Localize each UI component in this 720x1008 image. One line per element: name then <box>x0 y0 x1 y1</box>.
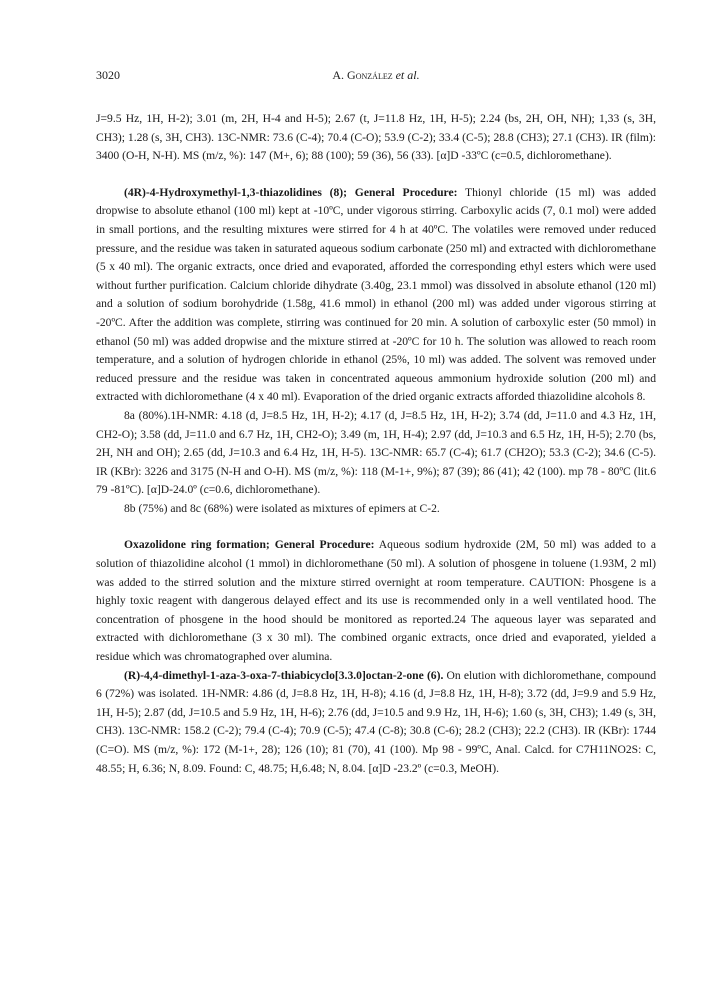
procedure-heading: (4R)-4-Hydroxymethyl-1,3-thiazolidines (8); General Procedure: <box>124 185 458 199</box>
procedure-text: Thionyl chloride (15 ml) was added dropwise to absolute ethanol (100 ml) kept at -10ºC, under vigorous stirring. Carboxylic acids (7, 0.1 mol) were added in small portions, and the resulting mixtures were stirred for 4 h at 40ºC. The volatiles were removed under reduced pressure, and the residue was taken in saturated aqueous sodium carbonate (250 ml) and extracted with dichloromethane (5 x 40 ml). The organic extracts, once dried and evaporated, afforded the corresponding ethyl esters which were used without further purification. Calcium chloride dihydrate (3.40g, 23.1 mmol) was dissolved in absolute ethanol (120 ml) and a solution of sodium borohydride (1.58g, 41.6 mmol) in ethanol (200 ml) was added under vigorous stirring at -20ºC. After the addition was complete, stirring was continued for 20 min. A solution of carboxylic ester (50 mmol) in ethanol (50 ml) was added dropwise and the mixture stirred at -20ºC for 10 h. The solution was allowed to reach room temperature, and a solution of hydrogen chloride in ethanol (25%, 10 ml) was added. The solvent was removed under reduced pressure and the residue was taken in concentrated aqueous ammonium hydroxide solution (200 ml) and extracted with dichloromethane (4 x 40 ml). Evaporation of the dried organic extracts afforded thiazolidine alcohols 8. <box>96 185 656 404</box>
paragraph-compound-6 <box>96 667 656 779</box>
compound-text: On elution with dichloromethane, compound 6 (72%) was isolated. 1H-NMR: 4.86 (d, J=8.8 Hz, 1H, H-8); 4.16 (d, J=8.8 Hz, 1H, H-8); 3.72 (dd, J=9.9 and 5.9 Hz, 1H, H-5); 2.87 (dd, J=10.5 and 5.9 Hz, 1H, H-6); 2.76 (dd, J=10.5 and 9.9 Hz, 1H, H-6); 1.60 (s, 3H, CH3); 1.49 (s, 3H, CH3). 13C-NMR: 158.2 (C-2); 79.4 (C-4); 70.9 (C-5); 47.4 (C-8); 30.8 (C-6); 28.2 (CH3); 22.2 (CH3). IR (KBr): 1744 (C=O). MS (m/z, %): 172 (M-1+, 28); 126 (10); 81 (70), 41 (100). Mp 98 - 99ºC, Anal. Calcd. for C7H11NO2S: C, 48.55; H, 6.36; N, 8.09. Found: C, 48.75; H,6.48; N, 8.04. [α]D -23.2º (c=0.3, MeOH). <box>96 668 656 775</box>
running-authors: A. González et al. <box>332 68 420 82</box>
paragraph-8a-data: 8a (80%).1H-NMR: 4.18 (d, J=8.5 Hz, 1H, H-2); 4.17 (d, J=8.5 Hz, 1H, H-2); 3.74 (dd, J=11.0 and 4.3 Hz, 1H, CH2-O); 3.58 (dd, J=11.0 and 6.7 Hz, 1H, CH2-O); 3.49 (m, 1H, H-4); 2.97 (dd, J=10.3 and 6.5 Hz, 1H, H-5); 2.70 (bs, 2H, NH and OH); 2.65 (dd, J=10.3 and 6.4 Hz, 1H, H-5). 13C-NMR: 65.7 (C-4); 61.7 (CH2O); 53.3 (C-2); 34.6 (C-5). IR (KBr): 3226 and 3175 (N-H and O-H). MS (m/z, %): 118 (M-1+, 9%); 87 (39); 86 (41); 42 (100). mp 78 - 80ºC (lit.6 79 -81ºC). [α]D-24.0º (c=0.6, dichloromethane). <box>96 408 656 497</box>
et-al: et al. <box>395 68 420 82</box>
paragraph-oxazolidone-procedure <box>96 536 656 666</box>
article-body <box>96 110 656 778</box>
paragraph-thiazolidines-procedure <box>96 184 656 407</box>
procedure-text: Aqueous sodium hydroxide (2M, 50 ml) was added to a solution of thiazolidine alcohol (1 mmol) in dichloromethane (50 ml). A solution of phosgene in toluene (1.93M, 2 ml) was added to the stirred solution and the mixture stirred overnight at room temperature. CAUTION: Phosgene is a highly toxic reagent with dangerous delayed effect and its use is recommended only in a well ventilated hood. The concentration of phosgene in the hood should be monitored as reported.24 The aqueous layer was separated and extracted with dichloromethane (3 x 30 ml). The combined organic extracts, once dried and evaporated, yielded a residue which was chromatographed over alumina. <box>96 538 656 664</box>
procedure-heading: Oxazolidone ring formation; General Procedure: <box>124 538 375 552</box>
page-number: 3020 <box>96 68 120 82</box>
compound-heading: (R)-4,4-dimethyl-1-aza-3-oxa-7-thiabicyclo[3.3.0]octan-2-one (6). <box>124 668 444 682</box>
running-header <box>96 68 656 84</box>
paragraph-continuation: J=9.5 Hz, 1H, H-2); 3.01 (m, 2H, H-4 and H-5); 2.67 (t, J=11.8 Hz, 1H, H-5); 2.24 (bs, 2H, OH, NH); 1,33 (s, 3H, CH3); 1.28 (s, 3H, CH3). 13C-NMR: 73.6 (C-4); 70.4 (C-O); 53.9 (C-2); 33.4 (C-5); 28.8 (CH3); 27.1 (CH3). IR (film): 3400 (O-H, N-H). MS (m/z, %): 147 (M+, 6); 88 (100); 59 (36), 56 (33). [α]D -33ºC (c=0.5, dichloromethane). <box>96 112 656 163</box>
paragraph-8b-8c: 8b (75%) and 8c (68%) were isolated as mixtures of epimers at C-2. <box>124 501 440 515</box>
